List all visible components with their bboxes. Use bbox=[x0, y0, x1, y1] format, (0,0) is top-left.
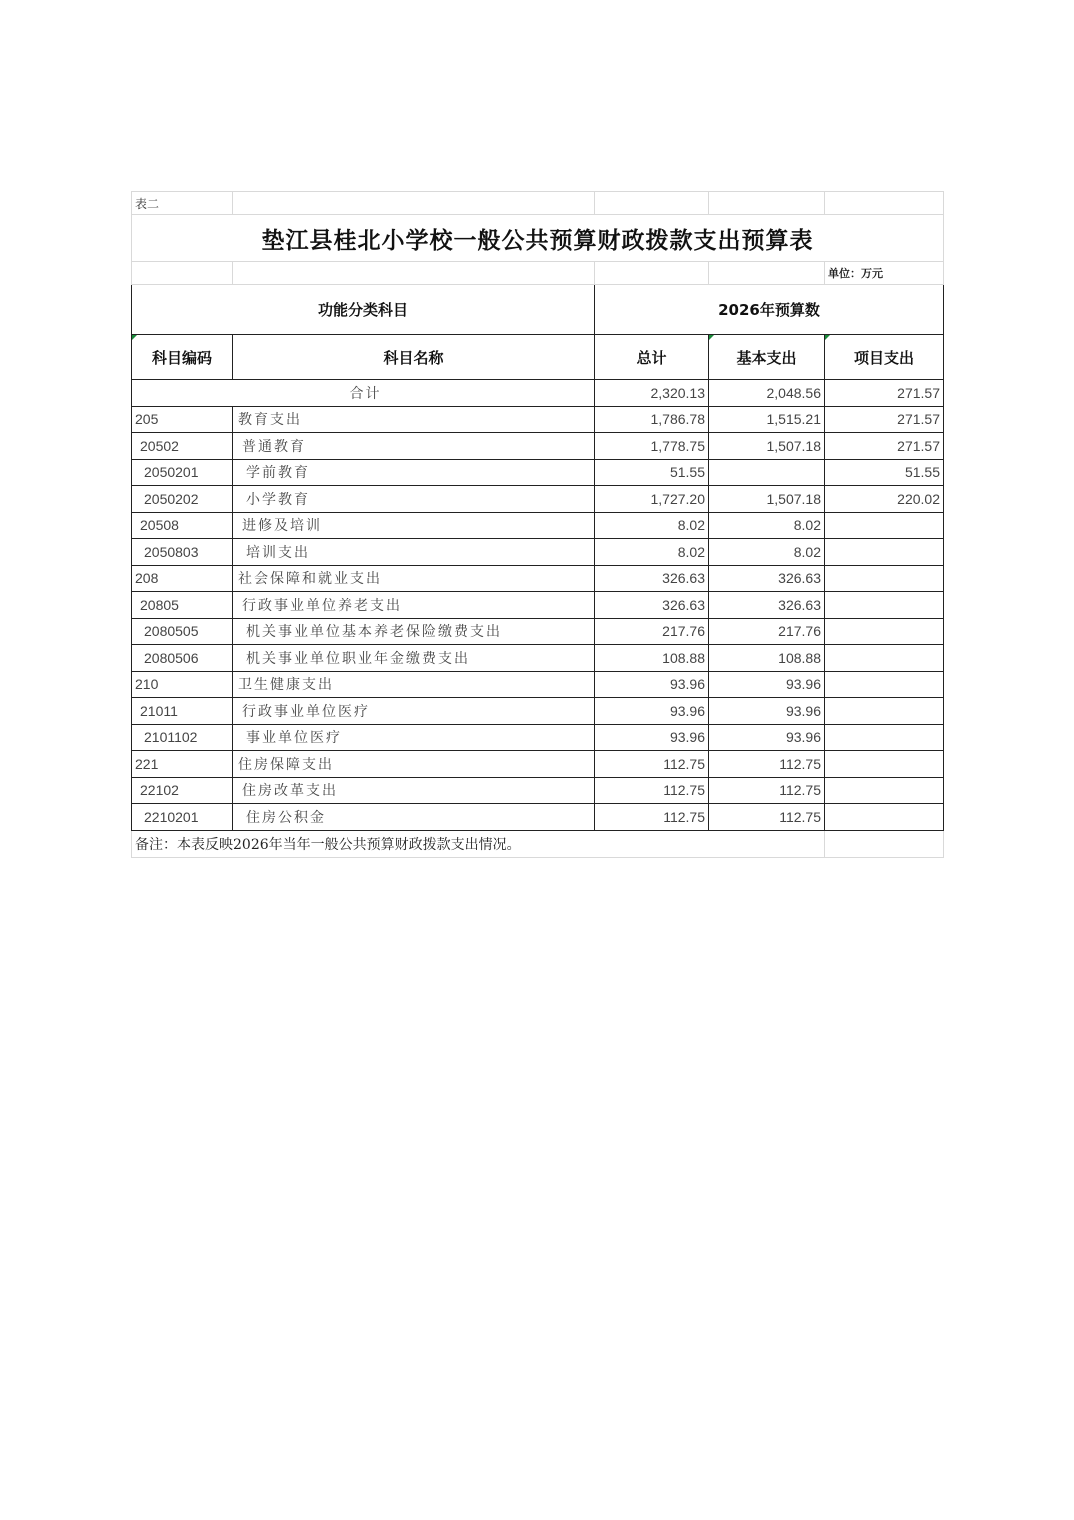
row-project bbox=[825, 512, 944, 539]
row-total: 93.96 bbox=[595, 671, 709, 698]
header-code: 科目编码 bbox=[132, 335, 233, 380]
unit-row bbox=[132, 262, 944, 285]
row-total: 1,778.75 bbox=[595, 433, 709, 460]
table-row bbox=[132, 804, 944, 831]
row-project bbox=[825, 671, 944, 698]
row-basic: 108.88 bbox=[709, 645, 825, 672]
row-code: 208 bbox=[132, 565, 233, 592]
row-name: 行政事业单位养老支出 bbox=[233, 592, 595, 619]
row-name: 住房保障支出 bbox=[233, 751, 595, 778]
table-row bbox=[132, 539, 944, 566]
row-name: 机关事业单位基本养老保险缴费支出 bbox=[233, 618, 595, 645]
table-row bbox=[132, 645, 944, 672]
row-basic: 8.02 bbox=[709, 539, 825, 566]
row-total: 1,727.20 bbox=[595, 486, 709, 513]
row-code: 22102 bbox=[132, 777, 233, 804]
total-basic: 2,048.56 bbox=[709, 380, 825, 407]
table-row bbox=[132, 618, 944, 645]
header-function-category: 功能分类科目 bbox=[132, 285, 595, 335]
row-code: 2050202 bbox=[132, 486, 233, 513]
footnote: 备注：本表反映2026年当年一般公共预算财政拨款支出情况。 bbox=[132, 830, 825, 857]
table-row bbox=[132, 751, 944, 778]
row-total: 93.96 bbox=[595, 698, 709, 725]
row-project bbox=[825, 645, 944, 672]
row-name: 普通教育 bbox=[233, 433, 595, 460]
header-basic: 基本支出 bbox=[709, 335, 825, 380]
total-total: 2,320.13 bbox=[595, 380, 709, 407]
table-row bbox=[132, 724, 944, 751]
row-total: 326.63 bbox=[595, 592, 709, 619]
row-basic: 93.96 bbox=[709, 724, 825, 751]
row-basic: 93.96 bbox=[709, 698, 825, 725]
row-code: 205 bbox=[132, 406, 233, 433]
row-project bbox=[825, 539, 944, 566]
row-basic: 8.02 bbox=[709, 512, 825, 539]
row-name: 进修及培训 bbox=[233, 512, 595, 539]
row-project bbox=[825, 698, 944, 725]
header-project: 项目支出 bbox=[825, 335, 944, 380]
table-row bbox=[132, 777, 944, 804]
header-total: 总计 bbox=[595, 335, 709, 380]
row-total: 217.76 bbox=[595, 618, 709, 645]
row-basic: 112.75 bbox=[709, 777, 825, 804]
row-total: 8.02 bbox=[595, 539, 709, 566]
table-row bbox=[132, 486, 944, 513]
row-basic: 93.96 bbox=[709, 671, 825, 698]
row-code: 20805 bbox=[132, 592, 233, 619]
cell-comment-marker bbox=[825, 335, 830, 340]
row-code: 20502 bbox=[132, 433, 233, 460]
row-basic: 217.76 bbox=[709, 618, 825, 645]
row-total: 93.96 bbox=[595, 724, 709, 751]
row-code: 2050803 bbox=[132, 539, 233, 566]
row-total: 8.02 bbox=[595, 512, 709, 539]
row-project: 271.57 bbox=[825, 406, 944, 433]
table-tag-row bbox=[132, 192, 944, 215]
row-basic: 112.75 bbox=[709, 751, 825, 778]
header-column-row bbox=[132, 335, 944, 380]
page-title: 垫江县桂北小学校一般公共预算财政拨款支出预算表 bbox=[132, 215, 944, 262]
row-name: 学前教育 bbox=[233, 459, 595, 486]
row-name: 小学教育 bbox=[233, 486, 595, 513]
row-name: 住房改革支出 bbox=[233, 777, 595, 804]
row-total: 326.63 bbox=[595, 565, 709, 592]
row-name: 培训支出 bbox=[233, 539, 595, 566]
row-code: 210 bbox=[132, 671, 233, 698]
title-row bbox=[132, 215, 944, 262]
unit-label: 单位：万元 bbox=[825, 262, 944, 285]
header-budget-year: 2026年预算数 bbox=[595, 285, 944, 335]
table-row bbox=[132, 433, 944, 460]
note-row bbox=[132, 830, 944, 857]
cell-comment-marker bbox=[709, 335, 714, 340]
row-total: 112.75 bbox=[595, 751, 709, 778]
table-row bbox=[132, 406, 944, 433]
row-name: 教育支出 bbox=[233, 406, 595, 433]
row-project bbox=[825, 724, 944, 751]
row-basic: 326.63 bbox=[709, 592, 825, 619]
row-basic: 1,507.18 bbox=[709, 486, 825, 513]
row-name: 社会保障和就业支出 bbox=[233, 565, 595, 592]
table-row bbox=[132, 698, 944, 725]
row-project: 220.02 bbox=[825, 486, 944, 513]
row-code: 2080505 bbox=[132, 618, 233, 645]
row-project bbox=[825, 592, 944, 619]
row-code: 21011 bbox=[132, 698, 233, 725]
row-code: 2210201 bbox=[132, 804, 233, 831]
row-total: 51.55 bbox=[595, 459, 709, 486]
row-project: 51.55 bbox=[825, 459, 944, 486]
row-total: 112.75 bbox=[595, 777, 709, 804]
table-row bbox=[132, 671, 944, 698]
row-project: 271.57 bbox=[825, 433, 944, 460]
cell-comment-marker bbox=[132, 335, 137, 340]
row-project bbox=[825, 565, 944, 592]
total-label: 合计 bbox=[132, 380, 595, 407]
row-project bbox=[825, 777, 944, 804]
table-row bbox=[132, 592, 944, 619]
row-basic: 112.75 bbox=[709, 804, 825, 831]
row-name: 行政事业单位医疗 bbox=[233, 698, 595, 725]
row-basic: 326.63 bbox=[709, 565, 825, 592]
table-row bbox=[132, 459, 944, 486]
header-name: 科目名称 bbox=[233, 335, 595, 380]
total-row bbox=[132, 380, 944, 407]
row-basic: 1,515.21 bbox=[709, 406, 825, 433]
header-group-row bbox=[132, 285, 944, 335]
row-project bbox=[825, 751, 944, 778]
row-code: 2101102 bbox=[132, 724, 233, 751]
row-name: 机关事业单位职业年金缴费支出 bbox=[233, 645, 595, 672]
row-basic bbox=[709, 459, 825, 486]
row-project bbox=[825, 804, 944, 831]
row-name: 事业单位医疗 bbox=[233, 724, 595, 751]
row-code: 221 bbox=[132, 751, 233, 778]
table-tag: 表二 bbox=[132, 192, 233, 215]
table-row bbox=[132, 512, 944, 539]
row-code: 2050201 bbox=[132, 459, 233, 486]
row-total: 108.88 bbox=[595, 645, 709, 672]
row-code: 20508 bbox=[132, 512, 233, 539]
row-total: 112.75 bbox=[595, 804, 709, 831]
row-name: 卫生健康支出 bbox=[233, 671, 595, 698]
row-name: 住房公积金 bbox=[233, 804, 595, 831]
budget-sheet bbox=[131, 191, 943, 858]
row-total: 1,786.78 bbox=[595, 406, 709, 433]
table-row bbox=[132, 565, 944, 592]
row-basic: 1,507.18 bbox=[709, 433, 825, 460]
row-code: 2080506 bbox=[132, 645, 233, 672]
row-project bbox=[825, 618, 944, 645]
budget-table bbox=[131, 191, 944, 858]
total-project: 271.57 bbox=[825, 380, 944, 407]
